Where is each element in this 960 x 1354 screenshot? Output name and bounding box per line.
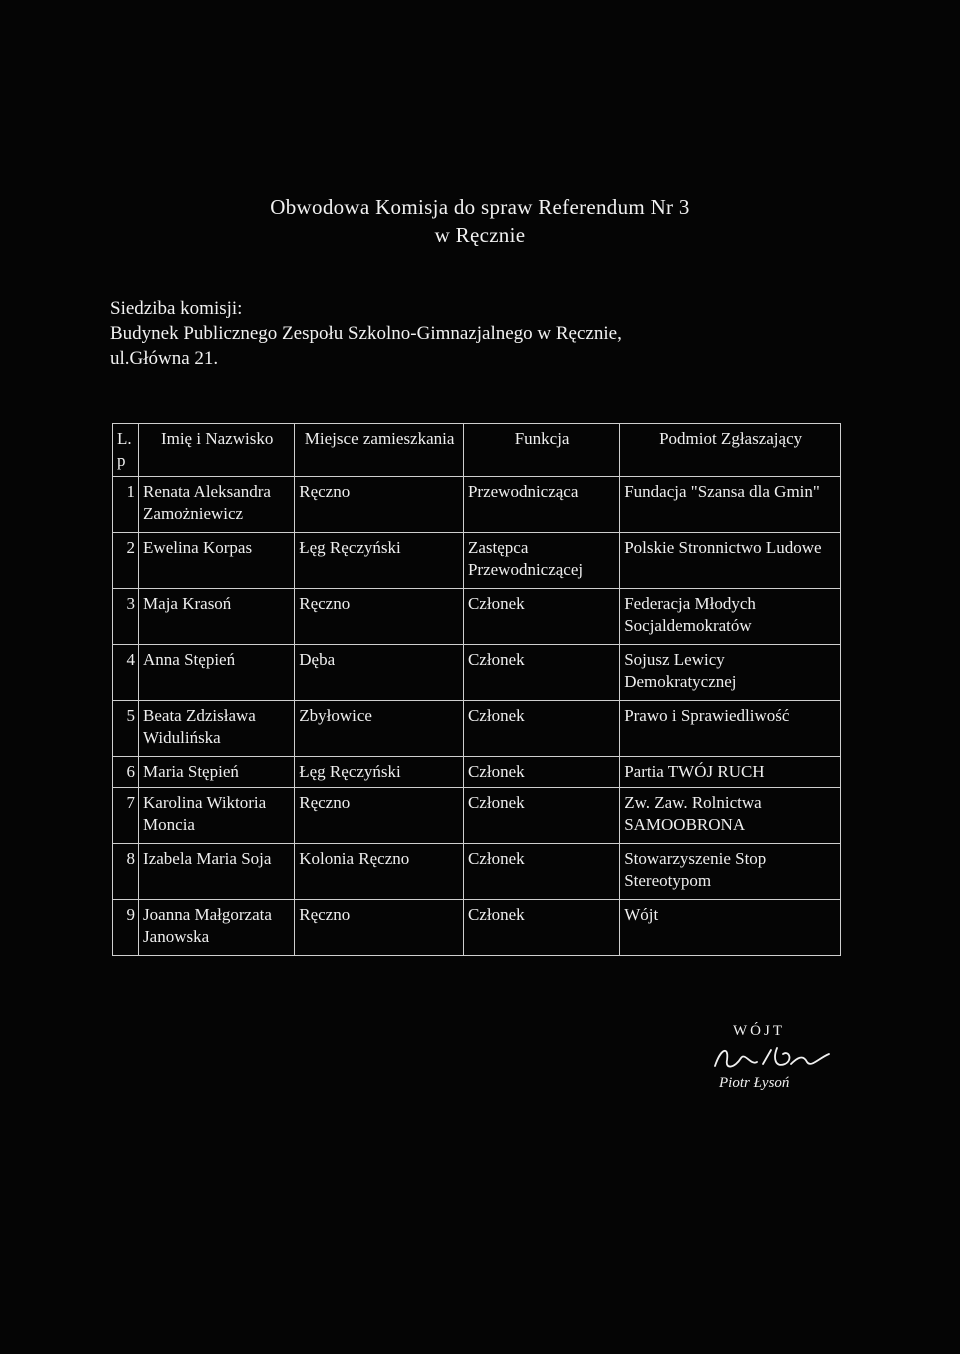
header-place: Miejsce zamieszkania [295,424,464,477]
table-row [113,900,841,956]
handwritten-signature [711,1040,841,1074]
title-line-2: w Ręcznie [434,223,526,247]
row-name: Joanna Małgorzata Janowska [139,900,295,956]
row-place: Ręczno [295,477,464,533]
row-function: Członek [463,589,619,645]
header-function: Funkcja [463,424,619,477]
row-subject: Wójt [620,900,841,956]
row-function: Członek [463,844,619,900]
row-function: Przewodnicząca [463,477,619,533]
row-place: Ręczno [295,900,464,956]
row-lp: 1 [113,477,139,533]
row-subject: Fundacja "Szansa dla Gmin" [620,477,841,533]
row-name: Izabela Maria Soja [139,844,295,900]
row-name: Ewelina Korpas [139,533,295,589]
row-name: Renata Aleksandra Zamożniewicz [139,477,295,533]
signature-title: WÓJT [733,1023,785,1039]
row-function: Członek [463,900,619,956]
table-row [113,645,841,701]
seat-address: ul.Główna 21. [110,348,219,369]
row-name: Beata Zdzisława Widulińska [139,701,295,757]
header-name: Imię i Nazwisko [139,424,295,477]
table-row [113,844,841,900]
table-row [113,477,841,533]
seat-label: Siedziba komisji: [110,298,243,319]
header-subject: Podmiot Zgłaszający [620,424,841,477]
table-row [113,788,841,844]
seat-building: Budynek Publicznego Zespołu Szkolno-Gimnazjalnego w Ręcznie, [110,323,622,344]
row-lp: 7 [113,788,139,844]
row-function: Członek [463,701,619,757]
table-row [113,589,841,645]
row-lp: 8 [113,844,139,900]
row-lp: 4 [113,645,139,701]
row-place: Łęg Ręczyński [295,533,464,589]
row-function: Zastępca Przewodniczącej [463,533,619,589]
row-name: Maria Stępień [139,757,295,788]
title-line-1: Obwodowa Komisja do spraw Referendum Nr 3 [270,195,690,219]
row-function: Członek [463,757,619,788]
row-lp: 2 [113,533,139,589]
table-header-row [113,424,841,477]
row-subject: Sojusz Lewicy Demokratycznej [620,645,841,701]
signature-name: Piotr Łysoń [719,1075,790,1091]
row-subject: Zw. Zaw. Rolnictwa SAMOOBRONA [620,788,841,844]
row-lp: 3 [113,589,139,645]
row-name: Anna Stępień [139,645,295,701]
document-title [0,193,960,249]
row-subject: Prawo i Sprawiedliwość [620,701,841,757]
row-place: Kolonia Ręczno [295,844,464,900]
row-function: Członek [463,645,619,701]
row-place: Łęg Ręczyński [295,757,464,788]
commission-seat [110,296,870,371]
row-lp: 6 [113,757,139,788]
table-row [113,533,841,589]
row-lp: 5 [113,701,139,757]
row-subject: Federacja Młodych Socjaldemokratów [620,589,841,645]
commission-members-table [112,423,841,956]
row-name: Maja Krasoń [139,589,295,645]
row-subject: Polskie Stronnictwo Ludowe [620,533,841,589]
row-name: Karolina Wiktoria Moncia [139,788,295,844]
row-place: Dęba [295,645,464,701]
mayor-signature-block [705,1022,845,1092]
row-place: Ręczno [295,589,464,645]
row-subject: Partia TWÓJ RUCH [620,757,841,788]
row-place: Ręczno [295,788,464,844]
row-lp: 9 [113,900,139,956]
row-subject: Stowarzyszenie Stop Stereotypom [620,844,841,900]
table-row [113,757,841,788]
row-place: Zbyłowice [295,701,464,757]
header-lp: L. p [113,424,139,477]
row-function: Członek [463,788,619,844]
table-row [113,701,841,757]
